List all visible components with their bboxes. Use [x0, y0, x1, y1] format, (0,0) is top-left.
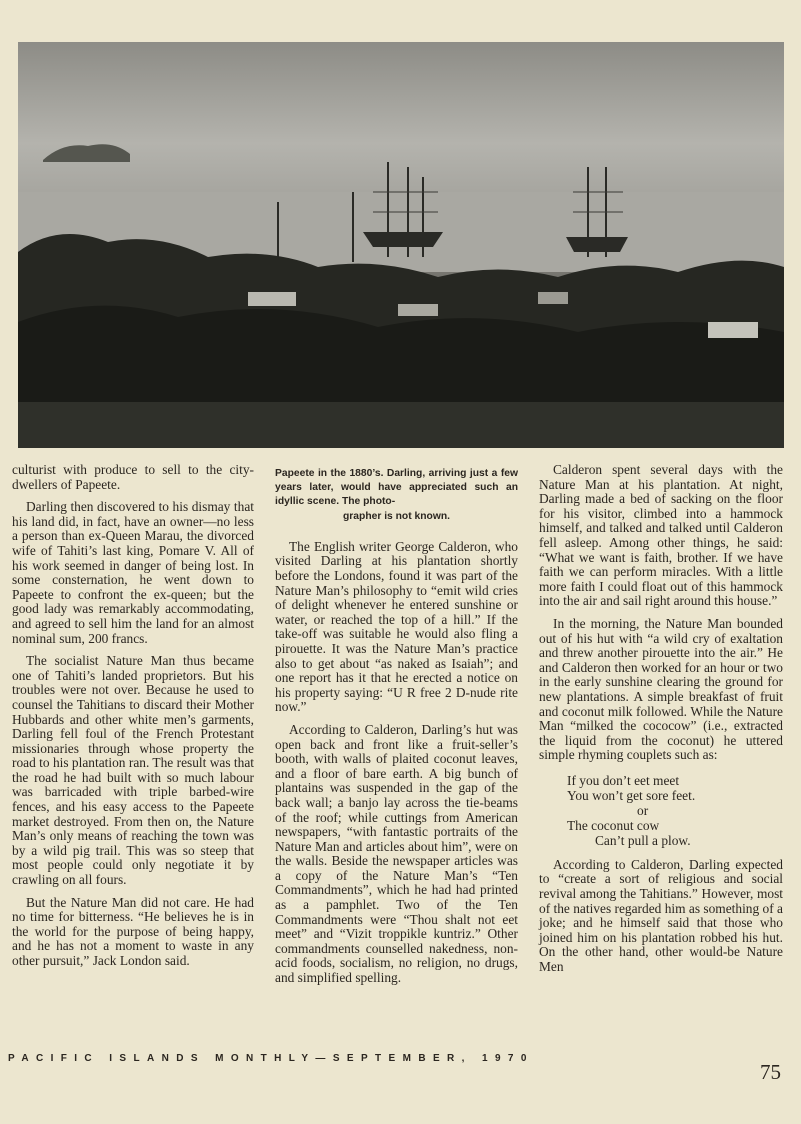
- column-1: [12, 463, 254, 977]
- paragraph: But the Nature Man did not care. He had no time for bitterness. “He believes he is in the world for the purpose of being happy, and he has not a moment to waste in any other pursuit,” Jack London said.: [12, 894, 254, 968]
- photo-caption-text: Papeete in the 1880’s. Darling, arriving just a few years later, would have appreciated such an idyllic scene. The photo-: [275, 468, 518, 508]
- poem-line: The coconut cow: [567, 817, 660, 833]
- column-3: [539, 463, 783, 983]
- rhyming-couplets: [567, 773, 783, 848]
- photo-illustration: [18, 42, 784, 448]
- column-2: [275, 463, 518, 994]
- poem-line: Can’t pull a plow.: [595, 832, 691, 848]
- photo-caption-last-line: grapher is not known.: [343, 510, 450, 522]
- paragraph: Calderon spent several days with the Nature Man at his plantation. At night, Darling made a bed of sacking on the floor for his visitor, climbed into a hammock himself, and talked and talked until Calderon fell asleep. Among other things, he said: “What we want is faith, brother. If we have faith we can perform miracles. With a little more faith I could float out of this hammock into the air and sail right around this house.”: [539, 462, 783, 609]
- paragraph: According to Calderon, Darling’s hut was open back and front like a fruit-seller’s booth, with walls of plaited coconut leaves, and a floor of bare earth. A big bunch of plantains was suspended in the gap of the back wall; a banjo lay across the tie-beams of the roof; while cuttings from American newspapers, “with fantastic portraits of the Nature Man and articles about him”, were on the walls. Beside the newspaper articles was a copy of the Nature Man’s “Ten Commandments”, which he had had printed as a pamphlet. Two of the Ten Commandments were “Thou shalt not eet meet” and “Vizit troppikle kuntriz.” Other commandments counselled nakedness, non-acid foods, socialism, no religion, no drugs, and simplified spelling.: [275, 721, 518, 986]
- photo-caption: [275, 467, 518, 524]
- harbour-photograph: [18, 42, 784, 448]
- paragraph: In the morning, the Nature Man bounded out of his hut with “a wild cry of exaltation and threw another pirouette into the air.” He and Calderon then worked for an hour or two in the early sunshine clearing the ground for new plantations. A simple breakfast of fruit and coconut milk followed. While the Nature Man “milked the cococow” (i.e., extracted the liquid from the coconut) he uttered simple rhyming couplets such as:: [539, 615, 783, 763]
- paragraph: The English writer George Calderon, who visited Darling at his plantation shortly before the Londons, found it was part of the Nature Man’s philosophy to “emit wild cries of delight whenever he entered sunshine or water, or reached the top of a hill.” If the take-off was suitable he would also fling a pirouette. It was the Nature Man’s practice also to get about “as naked as Isaiah”; and one report has it that he erected a notice on his property saying: “U R free 2 D-nude rite now.”: [275, 538, 518, 715]
- poem-line: or: [637, 802, 649, 818]
- paragraph: The socialist Nature Man thus became one of Tahiti’s landed proprietors. But his troubles were not over. Because he used to counsel the Tahitians to discard their Mother Hubbards and other white men’s garments, Darling fell foul of the French Protestant missionaries through whose property the road to his plantation ran. The result was that the road he had built with so much labour was barricaded with triple barbed-wire fences, and his easy access to the Papeete market destroyed. From then on, the Nature Man’s only means of reaching the town was by a wild pig trail. This was so steep that most people could only negotiate it by crawling on all fours.: [12, 653, 254, 888]
- poem-line: If you don’t eet meet: [567, 772, 680, 788]
- magazine-footer: PACIFIC ISLANDS MONTHLY—SEPTEMBER, 1970: [8, 1053, 534, 1064]
- paragraph: culturist with produce to sell to the city-dwellers of Papeete.: [12, 462, 254, 492]
- page-number: 75: [760, 1060, 781, 1084]
- paragraph: According to Calderon, Darling expected to “create a sort of religious and social revival among the Tahitians.” However, most of the natives regarded him as something of a joke; and he himself said that those who joined him on his plantation robbed his hut. On the other hand, other would-be Nature Men: [539, 856, 783, 975]
- poem-line: You won’t get sore feet.: [567, 787, 696, 803]
- paragraph: Darling then discovered to his dismay that his land did, in fact, have an owner—no less a person than ex-Queen Marau, the divorced wife of Tahiti’s last king, Pomare V. All of his work seemed in danger of being lost. In some consternation, he went down to Papeete to confront the ex-queen; but the good lady was remarkably accommodating, and agreed to sell him the land for an almost nominal sum, 200 francs.: [12, 499, 254, 646]
